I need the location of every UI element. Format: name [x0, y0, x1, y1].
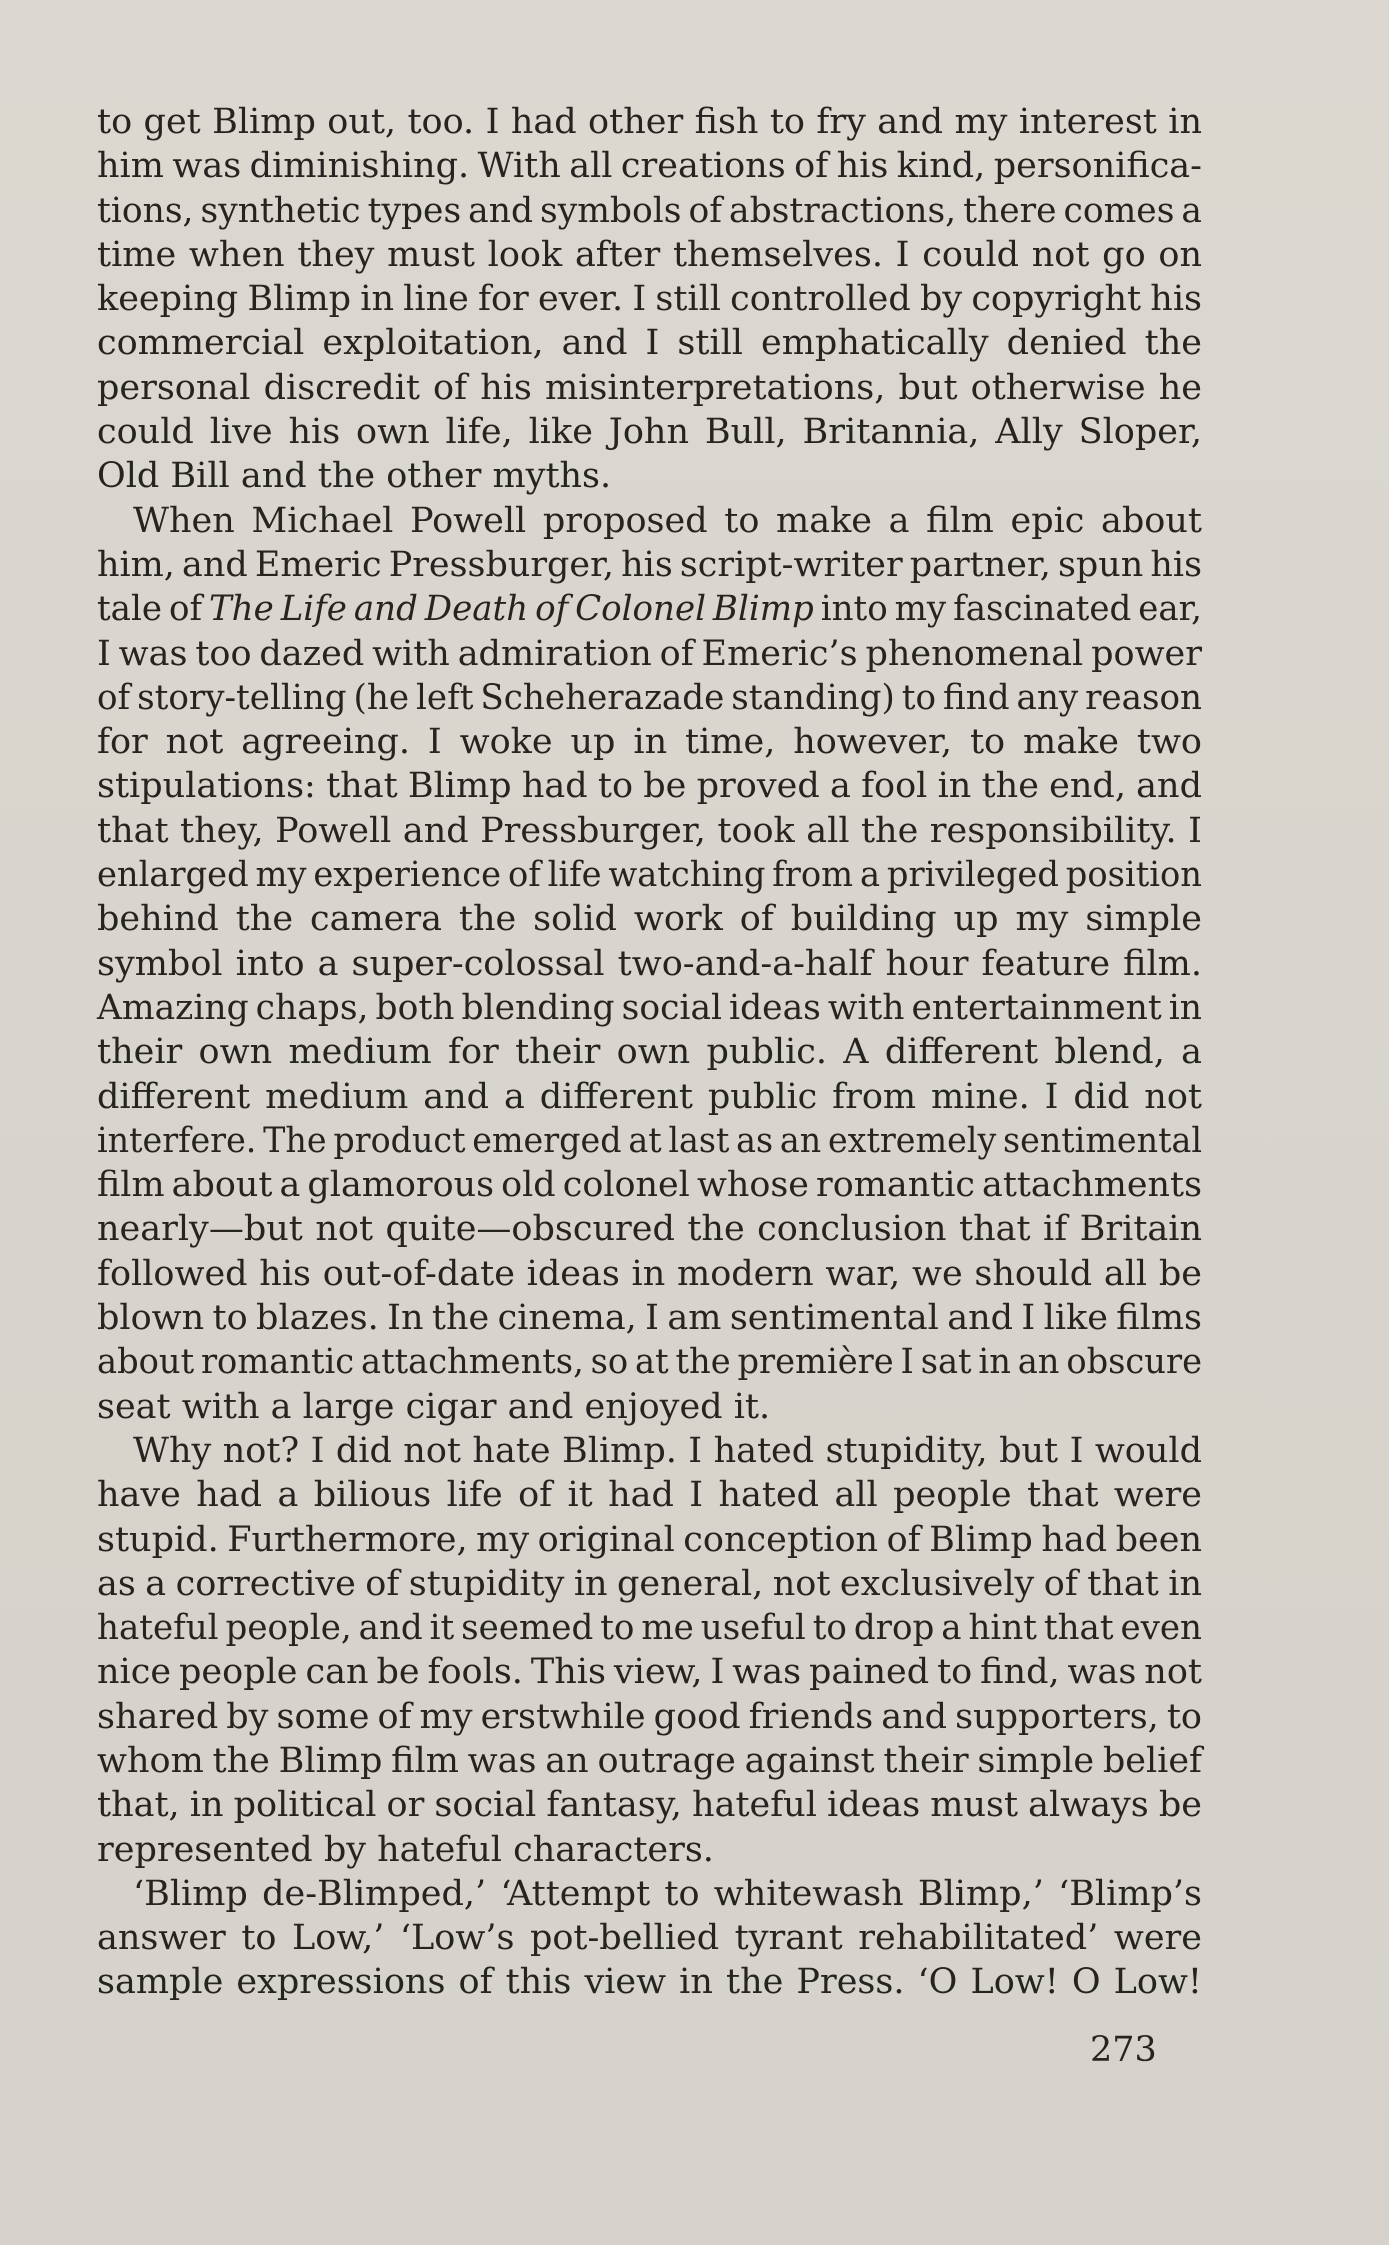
- text-line: Amazing chaps, both blending social ideas with entertainment in: [97, 987, 1202, 1028]
- text-line: behind the camera the solid work of building up my simple: [97, 899, 1202, 940]
- text-line: shared by some of my erstwhile good friends and supporters, to: [97, 1696, 1202, 1737]
- text-line: for not agreeing. I woke up in time, however, to make two: [97, 722, 1202, 763]
- text-line: [97, 587, 1202, 631]
- text-line: symbol into a super-colossal two-and-a-half hour feature film.: [97, 943, 1202, 984]
- text-line: seat with a large cigar and enjoyed it.: [97, 1386, 771, 1427]
- text-line: enlarged my experience of life watching from a privileged position: [97, 855, 1202, 896]
- text-line: represented by hateful characters.: [97, 1829, 714, 1870]
- text-line: him, and Emeric Pressburger, his script-writer partner, spun his: [97, 544, 1202, 585]
- text-line: keeping Blimp in line for ever. I still controlled by copyright his: [97, 279, 1202, 320]
- text-line: nearly—but not quite—obscured the conclusion that if Britain: [97, 1209, 1202, 1250]
- text-line: hateful people, and it seemed to me useful to drop a hint that even: [97, 1608, 1202, 1649]
- text-line: sample expressions of this view in the Press. ‘O Low! O Low!: [97, 1962, 1202, 2003]
- text-line: answer to Low,’ ‘Low’s pot-bellied tyrant rehabilitated’ were: [97, 1918, 1202, 1959]
- text-line: could live his own life, like John Bull, Britannia, Ally Sloper,: [97, 412, 1202, 453]
- text-line: time when they must look after themselves. I could not go on: [97, 234, 1202, 275]
- text-line: followed his out-of-date ideas in modern war, we should all be: [97, 1253, 1202, 1294]
- text-line: their own medium for their own public. A different blend, a: [97, 1032, 1202, 1073]
- text-segment: into my fascinated ear,: [813, 589, 1202, 630]
- text-line: blown to blazes. In the cinema, I am sentimental and I like films: [97, 1298, 1202, 1339]
- text-line: about romantic attachments, so at the première I sat in an obscure: [97, 1342, 1202, 1383]
- text-line: film about a glamorous old colonel whose romantic attachments: [97, 1165, 1202, 1206]
- text-line: as a corrective of stupidity in general, not exclusively of that in: [97, 1563, 1202, 1604]
- body-text: [97, 100, 1202, 2005]
- text-line: stupid. Furthermore, my original conception of Blimp had been: [97, 1519, 1202, 1560]
- text-line: interfere. The product emerged at last as an extremely sentimental: [97, 1120, 1202, 1161]
- text-line: commercial exploitation, and I still emphatically denied the: [97, 323, 1202, 364]
- text-line: Why not? I did not hate Blimp. I hated stupidity, but I would: [133, 1430, 1202, 1471]
- text-line: nice people can be fools. This view, I was pained to find, was not: [97, 1652, 1202, 1693]
- film-title: The Life and Death of Colonel Blimp: [208, 589, 814, 630]
- text-line: that they, Powell and Pressburger, took all the responsibility. I: [97, 810, 1202, 851]
- text-line: to get Blimp out, too. I had other fish to fry and my interest in: [97, 102, 1202, 142]
- text-line: Old Bill and the other myths.: [97, 456, 612, 497]
- text-line: When Michael Powell proposed to make a film epic about: [133, 500, 1202, 541]
- text-line: that, in political or social fantasy, hateful ideas must always be: [97, 1785, 1202, 1826]
- text-line: whom the Blimp film was an outrage against their simple belief: [97, 1740, 1202, 1781]
- text-segment: tale of: [97, 589, 209, 630]
- text-line: ‘Blimp de-Blimped,’ ‘Attempt to whitewash Blimp,’ ‘Blimp’s: [133, 1873, 1202, 1914]
- text-line: I was too dazed with admiration of Emeric’s phenomenal power: [97, 633, 1202, 674]
- text-line: different medium and a different public from mine. I did not: [97, 1076, 1202, 1117]
- text-line: stipulations: that Blimp had to be proved a fool in the end, and: [97, 766, 1202, 807]
- text-line: personal discredit of his misinterpretations, but otherwise he: [97, 367, 1202, 408]
- text-line: of story-telling (he left Scheherazade standing) to find any reason: [97, 677, 1202, 718]
- text-line: him was diminishing. With all creations of his kind, personifica-: [97, 146, 1202, 187]
- page-number: 273: [1090, 2030, 1157, 2070]
- text-line: have had a bilious life of it had I hated all people that were: [97, 1475, 1202, 1516]
- text-line: tions, synthetic types and symbols of abstractions, there comes a: [97, 190, 1202, 231]
